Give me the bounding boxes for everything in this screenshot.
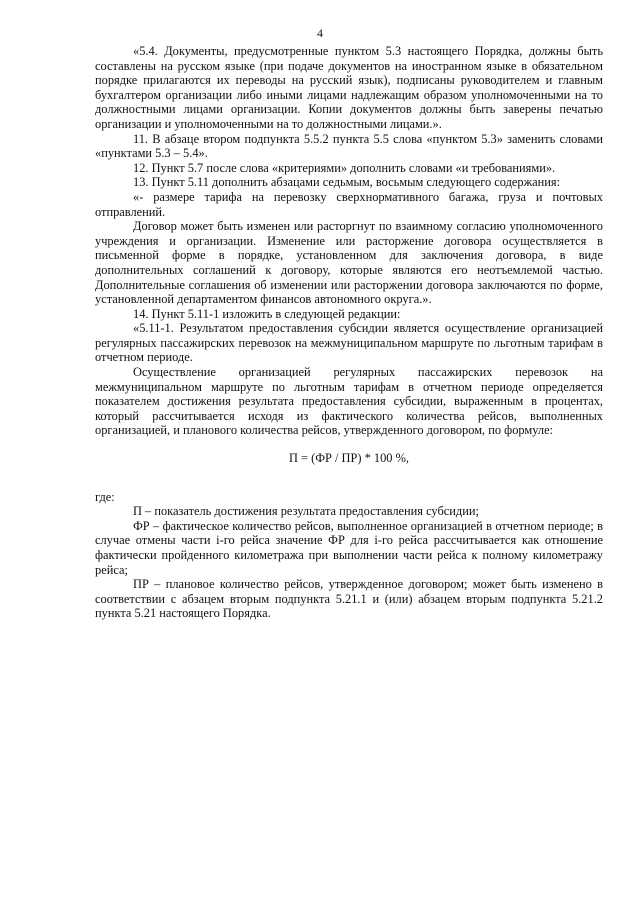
paragraph-item-12: 12. Пункт 5.7 после слова «критериями» дополнить словами «и требованиями».	[133, 160, 556, 175]
formula: П = (ФР / ПР) * 100 %,	[288, 451, 410, 466]
paragraph-contract-change: Договор может быть изменен или расторгнут по взаимному согласию уполномоченного учреждения и организации. Изменение или расторжение договора осуществляется в письменной форме в порядке, установленном для заключения договора, в виде дополнительных соглашений к договору, которые являются его неотъемлемой частью. Дополнительные соглашения об изменении или расторжении договора заключаются по форме, установленной департаментом финансов автономного округа.».	[95, 219, 603, 307]
spacer	[95, 480, 603, 490]
paragraph-item-14: 14. Пункт 5.11-1 изложить в следующей редакции:	[133, 306, 401, 321]
paragraph-item-13: 13. Пункт 5.11 дополнить абзацами седьмым, восьмым следующего содержания:	[133, 175, 561, 190]
definition-p: П – показатель достижения результата предоставления субсидии;	[133, 504, 479, 519]
document-body	[95, 44, 603, 621]
page-number: 4	[317, 26, 323, 40]
paragraph-5-11-1: «5.11-1. Результатом предоставления субсидии является осуществление организацией регулярных пассажирских перевозок на межмуниципальном маршруте по льготным тарифам в отчетном периоде.	[95, 321, 603, 365]
definition-fr: ФР – фактическое количество рейсов, выполненное организацией в отчетном периоде; в случае отмены части i-го рейса значение ФР для i-го рейса рассчитывается как отношение фактически пройденного километража при выполнении части рейса к полному километражу рейса;	[95, 518, 603, 577]
paragraph-5-4: «5.4. Документы, предусмотренные пунктом 5.3 настоящего Порядка, должны быть составлены на русском языке (при подаче документов на иностранном языке в обязательном порядке прилагаются их переводы на русский язык), подписаны руководителем и главным бухгалтером организации либо иными лицами надлежащим образом уполномоченными на то должностными лицами организации. Копии документов должны быть заверены печатью организации и уполномоченными на то должностными лицами.».	[95, 44, 603, 131]
paragraph-tariff-size: «- размере тарифа на перевозку сверхнормативного багажа, груза и почтовых отправлений.	[95, 189, 603, 219]
paragraph-indicator-definition: Осуществление организацией регулярных пассажирских перевозок на межмуниципальном маршруте по льготным тарифам в отчетном периоде определяется показателем достижения результата предоставления субсидии, выраженным в процентах, который рассчитывается исходя из фактического количества рейсов, выполненных организацией, и планового количества рейсов, утвержденного договором, по формуле:	[95, 365, 603, 438]
definition-pr: ПР – плановое количество рейсов, утвержденное договором; может быть изменено в соответствии с абзацем вторым подпункта 5.21.1 и (или) абзацем вторым подпункта 5.21.2 пункта 5.21 настоящего Порядка.	[95, 577, 603, 621]
where-label: где:	[95, 489, 115, 504]
paragraph-item-11: 11. В абзаце втором подпункта 5.5.2 пункта 5.5 слова «пунктом 5.3» заменить словами «пунктами 5.3 – 5.4».	[95, 131, 603, 161]
